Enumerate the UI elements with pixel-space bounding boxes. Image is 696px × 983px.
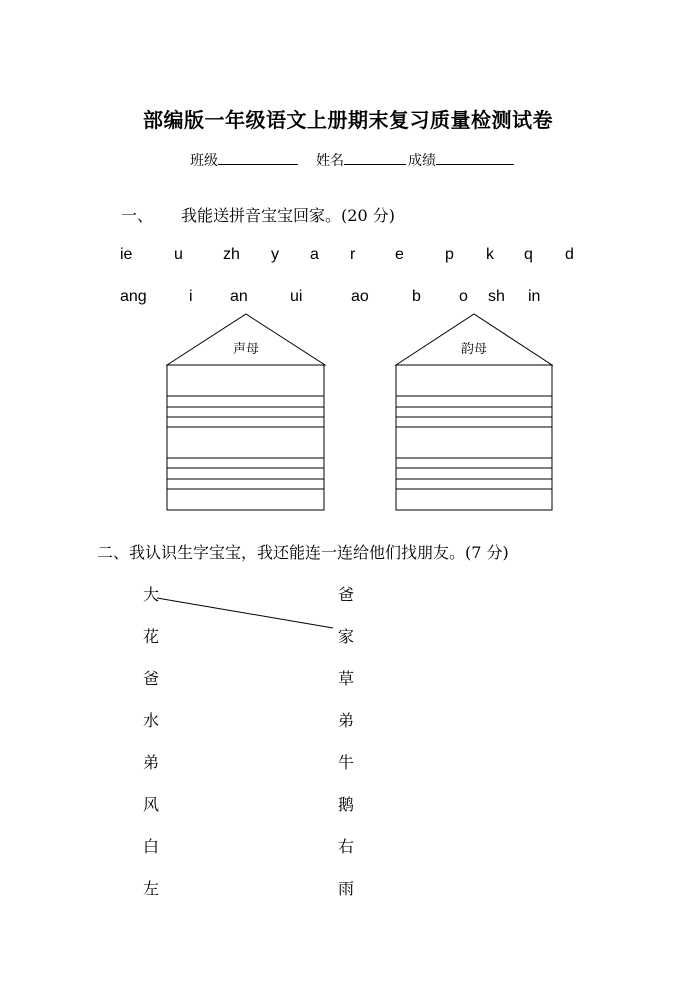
right-char[interactable]: 右 (338, 837, 355, 856)
house-roof (396, 314, 552, 365)
left-char[interactable]: 白 (143, 837, 160, 856)
left-char[interactable]: 左 (143, 879, 160, 898)
example-match-line (157, 598, 333, 628)
right-char[interactable]: 牛 (338, 753, 355, 772)
pinyin-item: q (524, 246, 533, 263)
left-char[interactable]: 风 (143, 795, 160, 814)
pinyin-item: ui (290, 288, 303, 305)
pinyin-item: y (271, 246, 279, 263)
left-char[interactable]: 弟 (143, 753, 160, 772)
pinyin-item: k (486, 246, 494, 263)
pinyin-item: d (565, 246, 574, 263)
right-char[interactable]: 草 (338, 669, 355, 688)
right-char[interactable]: 家 (338, 627, 355, 646)
pinyin-item: ao (351, 288, 369, 305)
house-label-shengmu: 声母 (232, 342, 260, 357)
name-label: 姓名 (316, 153, 344, 169)
house-roof (167, 314, 325, 365)
house-label-yunmu: 韵母 (460, 342, 488, 357)
left-char[interactable]: 花 (143, 627, 160, 646)
pinyin-item: ie (120, 246, 133, 263)
house-body (396, 365, 552, 510)
right-char[interactable]: 弟 (338, 711, 355, 730)
pinyin-item: sh (488, 288, 505, 305)
section1-instruction: 我能送拼音宝宝回家。(20 分) (181, 206, 395, 225)
pinyin-item: e (395, 246, 404, 263)
house-body (167, 365, 324, 510)
left-char[interactable]: 水 (143, 711, 160, 730)
page-title: 部编版一年级语文上册期末复习质量检测试卷 (143, 108, 553, 132)
section1-number: 一、 (121, 206, 154, 225)
right-char[interactable]: 雨 (338, 879, 355, 898)
pinyin-item: in (528, 288, 541, 305)
left-char[interactable]: 爸 (143, 669, 160, 688)
pinyin-item: r (350, 246, 356, 263)
class-label: 班级 (190, 153, 218, 169)
pinyin-item: b (412, 288, 421, 305)
pinyin-item: p (445, 246, 454, 263)
pinyin-item: i (189, 288, 193, 305)
pinyin-item: an (230, 288, 248, 305)
right-char[interactable]: 鹅 (338, 795, 355, 814)
right-char[interactable]: 爸 (338, 585, 355, 604)
score-label: 成绩 (408, 153, 436, 169)
pinyin-item: a (310, 246, 319, 263)
pinyin-item: ang (120, 288, 147, 305)
pinyin-item: o (459, 288, 468, 305)
left-char[interactable]: 大 (143, 585, 160, 604)
section2-instruction: 二、我认识生字宝宝，我还能连一连给他们找朋友。(7 分) (97, 543, 509, 562)
pinyin-item: u (174, 246, 183, 263)
pinyin-item: zh (223, 246, 240, 263)
